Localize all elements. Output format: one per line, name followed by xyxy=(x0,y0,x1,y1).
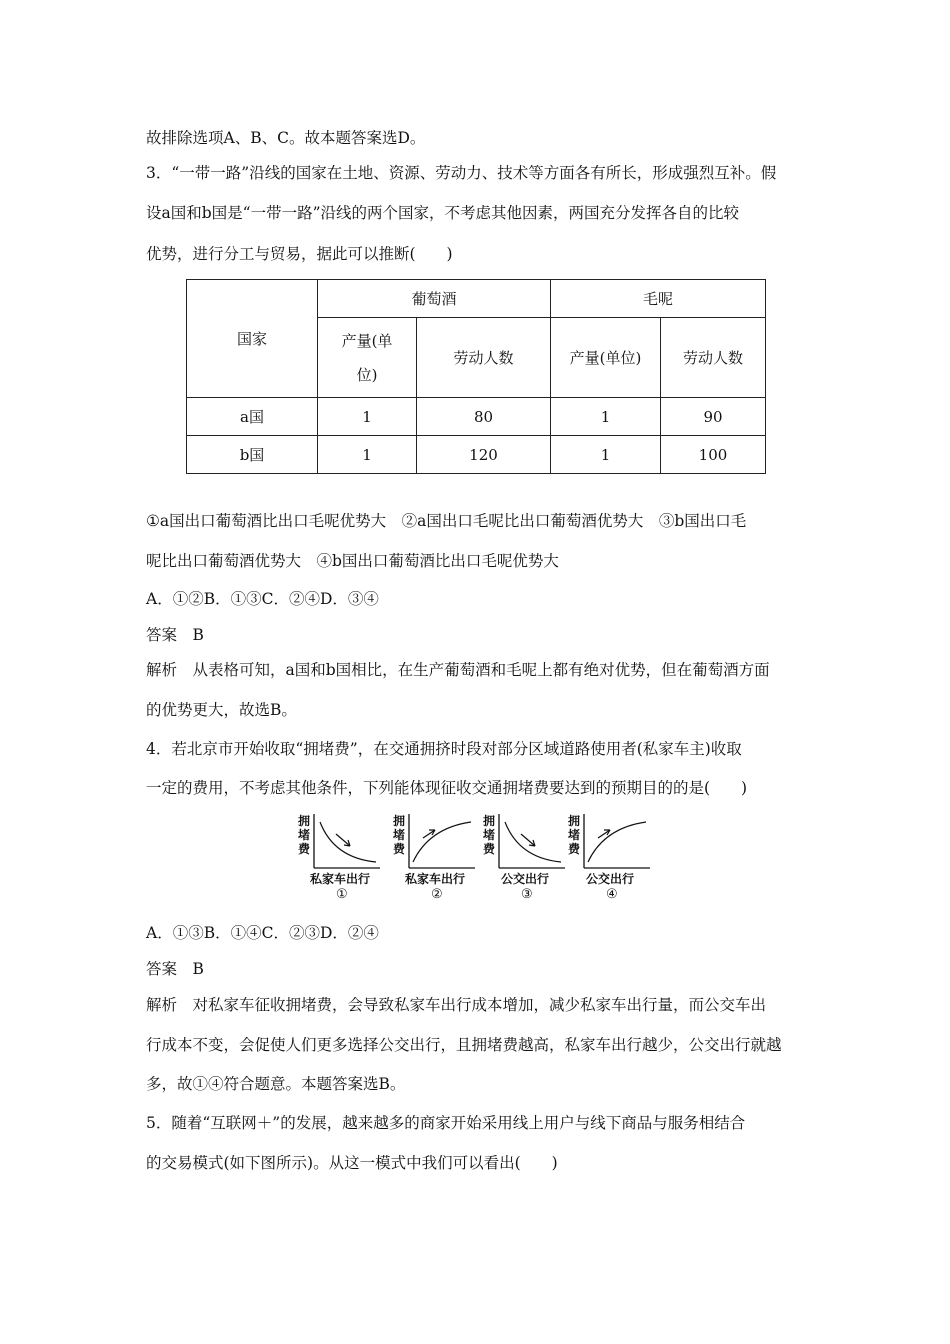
graph-3-xlabel: 公交出行 xyxy=(501,872,550,886)
header-wool: 毛呢 xyxy=(551,280,766,318)
options-statement: ①a国出口葡萄酒比出口毛呢优势大 ②a国出口毛呢比出口葡萄酒优势大 ③b国出口毛 xyxy=(146,512,747,530)
header-country: 国家 xyxy=(187,280,318,398)
graph-4-number: ④ xyxy=(606,887,618,902)
question-5-stem: 5．随着“互联网＋”的发展，越来越多的商家开始采用线上用户与线下商品与服务相结合 xyxy=(146,1114,746,1132)
graph-3 xyxy=(475,808,565,908)
graph-3-ylabel: 拥堵费 xyxy=(483,814,496,856)
text-line: 呢比出口葡萄酒优势大 ④b国出口葡萄酒比出口毛呢优势大 xyxy=(146,552,559,570)
text-line: 优势，进行分工与贸易，据此可以推断( ) xyxy=(146,245,453,263)
curve-decreasing xyxy=(320,822,376,862)
comparison-table xyxy=(186,279,766,474)
arrow-icon xyxy=(521,834,535,846)
header-wine: 葡萄酒 xyxy=(318,280,551,318)
curve-decreasing xyxy=(505,822,561,862)
header-wine-output: 产量(单 位) xyxy=(318,318,417,398)
arrow-icon xyxy=(336,834,350,846)
answer-choices: A．①③B．①④C．②③D．②④ xyxy=(146,924,379,942)
graph-4 xyxy=(560,808,650,908)
curve-increasing xyxy=(588,822,646,862)
answer-choices: A．①②B．①③C．②④D．③④ xyxy=(146,590,379,608)
table-row: b国 1 120 1 100 xyxy=(187,436,766,474)
text-line: 一定的费用，不考虑其他条件，下列能体现征收交通拥堵费要达到的预期目的的是( ) xyxy=(146,779,748,797)
text-line: 多，故①④符合题意。本题答案选B。 xyxy=(146,1075,406,1093)
graph-4-xlabel: 公交出行 xyxy=(586,872,635,886)
graph-3-number: ③ xyxy=(521,887,533,902)
graph-1-number: ① xyxy=(336,887,348,902)
header-wool-output: 产量(单位) xyxy=(551,318,661,398)
analysis: 解析 从表格可知，a国和b国相比，在生产葡萄酒和毛呢上都有绝对优势，但在葡萄酒方面 xyxy=(146,661,770,679)
graph-2 xyxy=(385,808,475,908)
text-line: 故排除选项A、B、C。故本题答案选D。 xyxy=(146,129,426,147)
question-4-stem: 4．若北京市开始收取“拥堵费”，在交通拥挤时段对部分区域道路使用者(私家车主)收取 xyxy=(146,740,742,758)
graphs-figure xyxy=(290,808,660,908)
curve-increasing xyxy=(413,822,471,862)
graph-2-ylabel: 拥堵费 xyxy=(393,814,406,856)
graph-1-ylabel: 拥堵费 xyxy=(298,814,311,856)
graph-2-xlabel: 私家车出行 xyxy=(405,872,466,886)
header-wine-labor: 劳动人数 xyxy=(417,318,551,398)
table-row: a国 1 80 1 90 xyxy=(187,398,766,436)
text-line: 设a国和b国是“一带一路”沿线的两个国家，不考虑其他因素，两国充分发挥各自的比较 xyxy=(146,204,740,222)
text-line: 行成本不变，会促使人们更多选择公交出行，且拥堵费越高，私家车出行越少，公交出行就越 xyxy=(146,1036,782,1054)
graph-4-ylabel: 拥堵费 xyxy=(568,814,581,856)
answer-label: 答案 B xyxy=(146,960,204,978)
analysis: 解析 对私家车征收拥堵费，会导致私家车出行成本增加，减少私家车出行量，而公交车出 xyxy=(146,996,767,1014)
header-wool-labor: 劳动人数 xyxy=(661,318,766,398)
graph-1 xyxy=(290,808,380,908)
answer-label: 答案 B xyxy=(146,626,204,644)
graph-1-xlabel: 私家车出行 xyxy=(310,872,371,886)
graph-2-number: ② xyxy=(431,887,443,902)
question-3-stem: 3．“一带一路”沿线的国家在土地、资源、劳动力、技术等方面各有所长，形成强烈互补。假 xyxy=(146,164,777,182)
text-line: 的交易模式(如下图所示)。从这一模式中我们可以看出( ) xyxy=(146,1154,558,1172)
text-line: 的优势更大，故选B。 xyxy=(146,701,297,719)
